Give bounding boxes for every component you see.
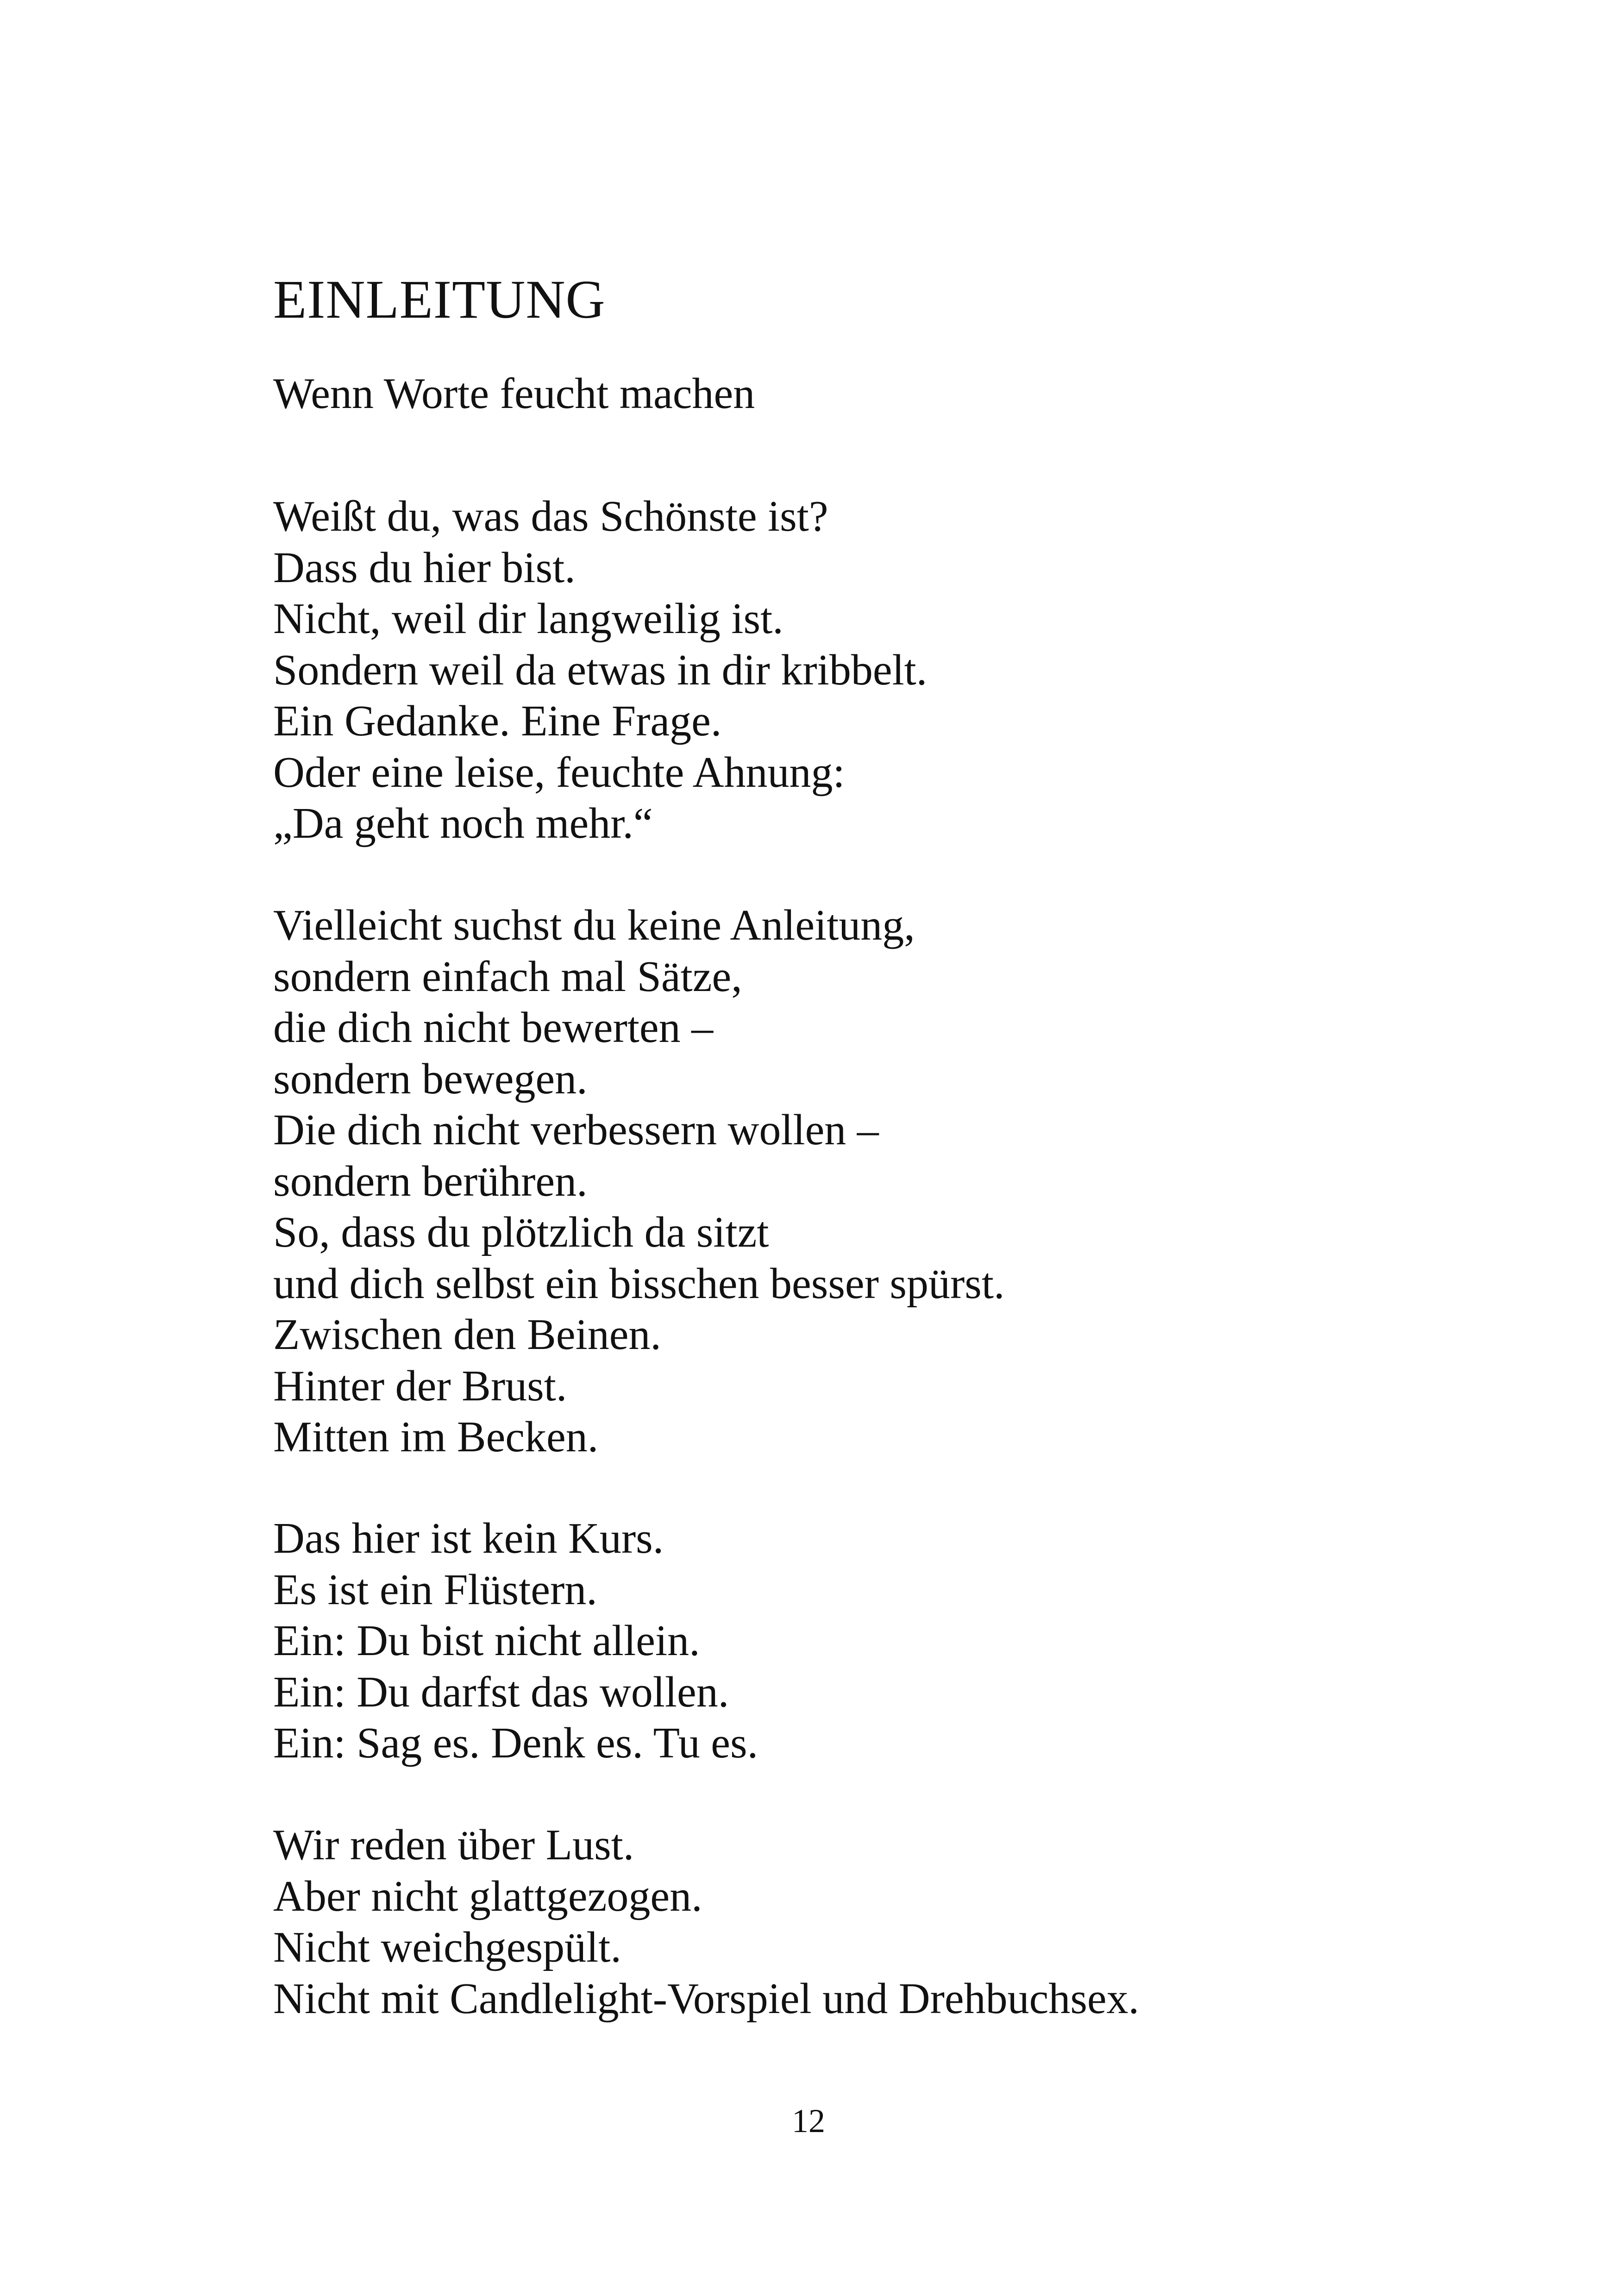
stanza-line: Ein: Du darfst das wollen. — [273, 1668, 729, 1716]
stanza-4 — [273, 1819, 1139, 2024]
stanza-line: Oder eine leise, feuchte Ahnung: — [273, 748, 845, 797]
stanza-line: Dass du hier bist. — [273, 543, 576, 592]
stanza-line: und dich selbst ein bisschen besser spürst. — [273, 1259, 1005, 1308]
stanza-line: sondern bewegen. — [273, 1054, 588, 1103]
stanza-line: „Da geht noch mehr.“ — [273, 799, 653, 847]
stanza-line: Zwischen den Beinen. — [273, 1311, 661, 1359]
stanza-line: Die dich nicht verbessern wollen – — [273, 1106, 879, 1154]
stanza-line: sondern einfach mal Sätze, — [273, 952, 742, 1001]
stanza-line: Weißt du, was das Schönste ist? — [273, 492, 828, 540]
stanza-line: Ein: Sag es. Denk es. Tu es. — [273, 1719, 758, 1767]
stanza-line: Es ist ein Flüstern. — [273, 1565, 597, 1614]
stanza-3 — [273, 1513, 758, 1769]
stanza-line: die dich nicht bewerten – — [273, 1004, 714, 1052]
stanza-line: Nicht weichgespült. — [273, 1923, 621, 1971]
stanza-line: Aber nicht glattgezogen. — [273, 1872, 702, 1920]
stanza-line: Nicht mit Candlelight-Vorspiel und Drehbuchsex. — [273, 1974, 1140, 2023]
stanza-line: Hinter der Brust. — [273, 1361, 567, 1410]
stanza-line: Ein Gedanke. Eine Frage. — [273, 697, 722, 745]
stanza-line: Mitten im Becken. — [273, 1413, 599, 1461]
stanza-line: Wir reden über Lust. — [273, 1821, 634, 1869]
stanza-line: Nicht, weil dir langweilig ist. — [273, 595, 783, 643]
stanza-line: Sondern weil da etwas in dir kribbelt. — [273, 646, 928, 694]
stanza-1 — [273, 491, 927, 849]
stanza-line: Vielleicht suchst du keine Anleitung, — [273, 901, 915, 949]
stanza-line: Ein: Du bist nicht allein. — [273, 1617, 700, 1665]
stanza-line: sondern berühren. — [273, 1157, 588, 1205]
chapter-subtitle: Wenn Worte feucht machen — [273, 370, 755, 418]
page-number: 12 — [792, 2102, 825, 2139]
stanza-2 — [273, 900, 1005, 1463]
stanza-line: So, dass du plötzlich da sitzt — [273, 1208, 769, 1256]
stanza-line: Das hier ist kein Kurs. — [273, 1514, 664, 1562]
chapter-title: EINLEITUNG — [273, 269, 606, 330]
